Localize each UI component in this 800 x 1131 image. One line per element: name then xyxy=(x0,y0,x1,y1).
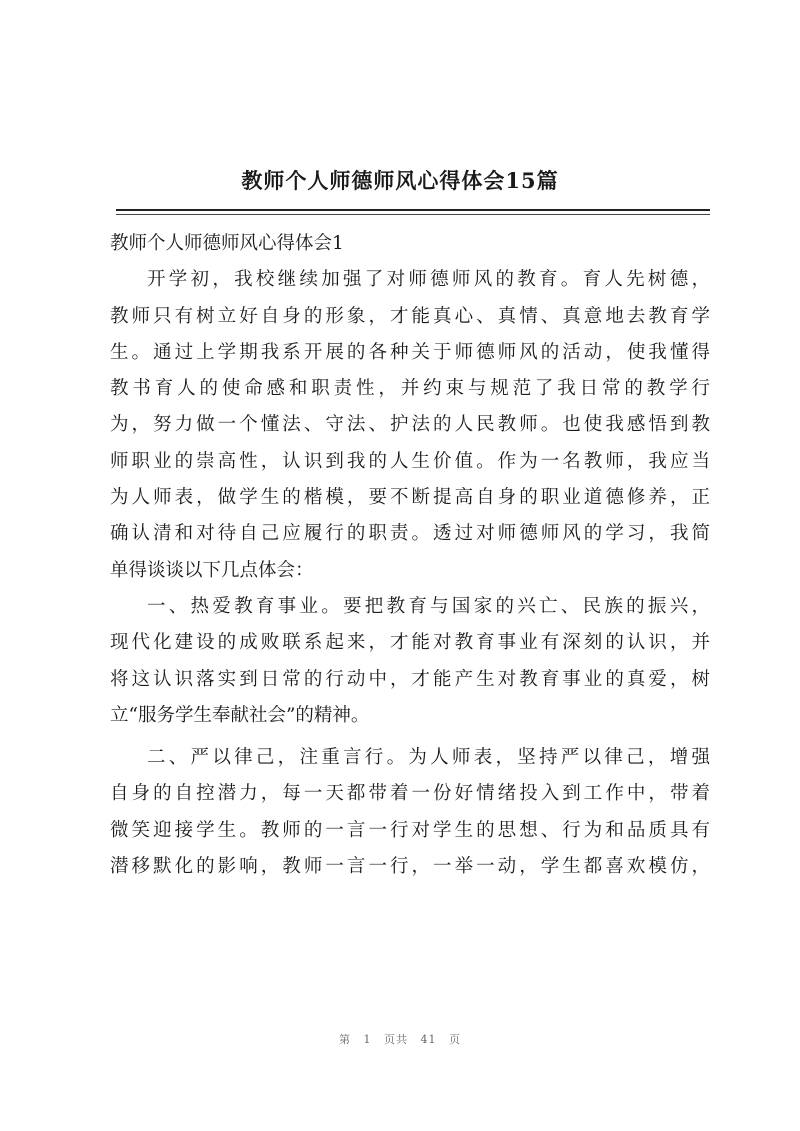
paragraph-line: 潜移默化的影响，教师一言一行，一举一动，学生都喜欢模仿， xyxy=(110,856,710,878)
document-title: 教师个人师德师风心得体会15篇 xyxy=(241,168,559,193)
title-divider-thin xyxy=(116,214,710,215)
paragraph-line: 立“服务学生奉献社会”的精神。 xyxy=(110,704,370,726)
paragraph-line: 为人师表，做学生的楷模，要不断提高自身的职业道德修养，正 xyxy=(110,487,710,509)
paragraph-line: 将这认识落实到日常的行动中，才能产生对教育事业的真爱，树 xyxy=(110,668,710,690)
section-heading: 教师个人师德师风心得体会1 xyxy=(110,233,344,254)
paragraph-3 xyxy=(110,740,710,885)
document-body xyxy=(110,226,710,885)
paragraph-line: 二、严以律己，注重言行。为人师表，坚持严以律己，增强 xyxy=(147,747,710,769)
paragraph-line: 确认清和对待自己应履行的职责。透过对师德师风的学习，我简 xyxy=(110,523,710,545)
page-footer xyxy=(0,1031,800,1047)
paragraph-line: 生。通过上学期我系开展的各种关于师德师风的活动，使我懂得 xyxy=(110,341,710,363)
paragraph-line: 师职业的崇高性，认识到我的人生价值。作为一名教师，我应当 xyxy=(110,450,710,472)
paragraph-line: 教书育人的使命感和职责性，并约束与规范了我日常的教学行 xyxy=(110,378,710,400)
title-divider-thick xyxy=(116,209,710,211)
footer-middle: 页共 xyxy=(384,1033,408,1046)
paragraph-2 xyxy=(110,589,710,734)
paragraph-line: 教师只有树立好自身的形象，才能真心、真情、真意地去教育学 xyxy=(110,305,710,327)
paragraph-line: 单得谈谈以下几点体会： xyxy=(110,559,314,581)
paragraph-line: 微笑迎接学生。教师的一言一行对学生的思想、行为和品质具有 xyxy=(110,819,710,841)
footer-prefix: 第 xyxy=(339,1033,351,1046)
footer-page-number: 1 xyxy=(363,1033,372,1046)
paragraph-1 xyxy=(110,262,710,589)
footer-suffix: 页 xyxy=(449,1033,461,1046)
footer-total-pages: 41 xyxy=(420,1033,437,1046)
paragraph-line: 现代化建设的成败联系起来，才能对教育事业有深刻的认识，并 xyxy=(110,632,710,654)
paragraph-line: 自身的自控潜力，每一天都带着一份好情绪投入到工作中，带着 xyxy=(110,783,710,805)
paragraph-line: 开学初，我校继续加强了对师德师风的教育。育人先树德， xyxy=(147,269,710,291)
paragraph-line: 一、热爱教育事业。要把教育与国家的兴亡、民族的振兴， xyxy=(147,595,710,617)
paragraph-line: 为，努力做一个懂法、守法、护法的人民教师。也使我感悟到教 xyxy=(110,414,710,436)
